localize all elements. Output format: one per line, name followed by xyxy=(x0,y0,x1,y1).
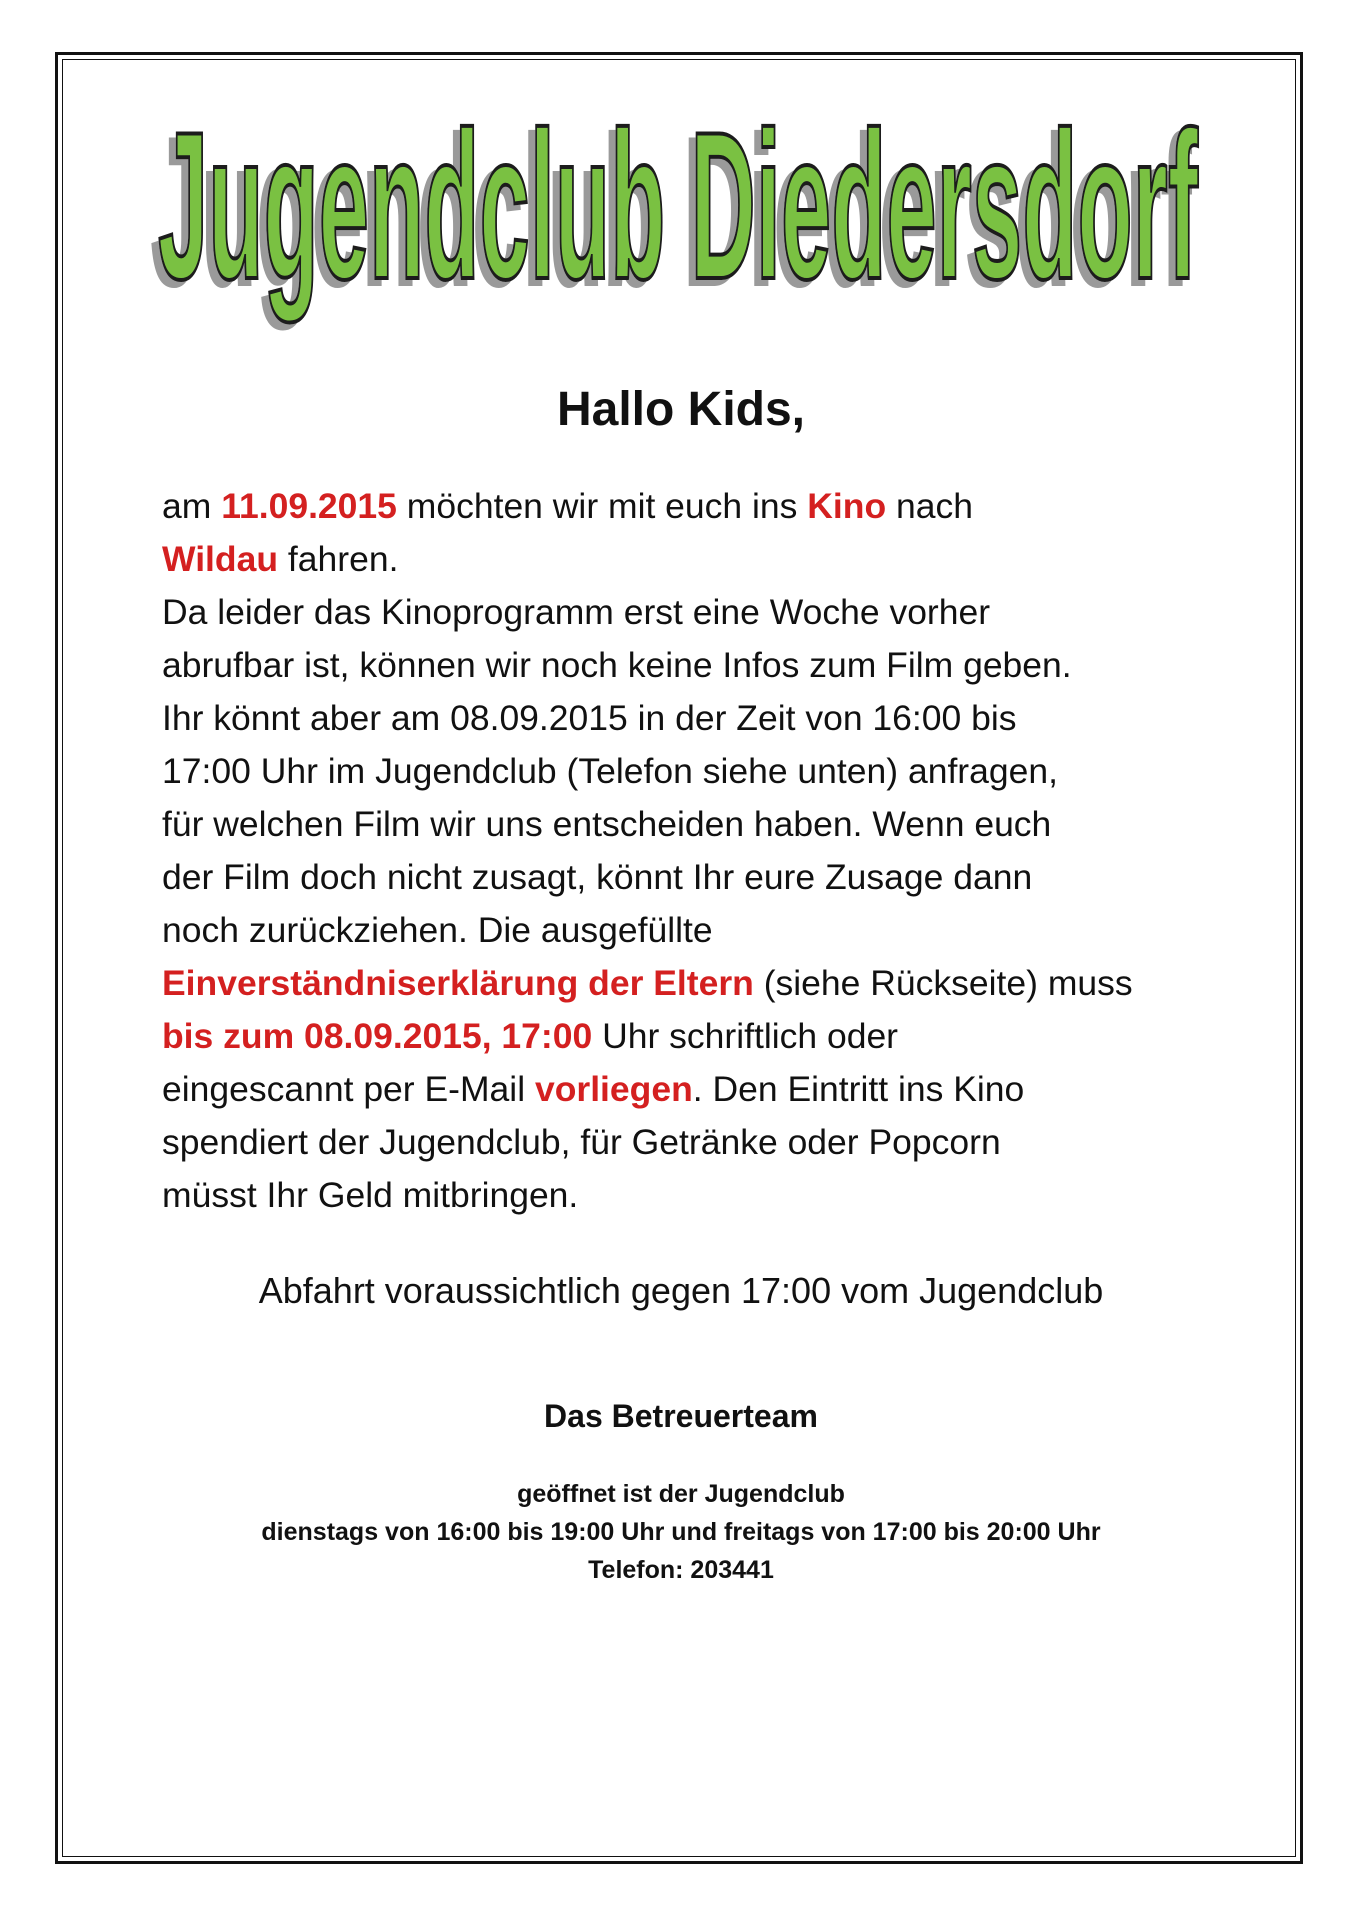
svg-text:Jugendclub Diedersdorf: Jugendclub Diedersdorf xyxy=(158,88,1199,323)
phone-number: Telefon: 203441 xyxy=(588,1556,774,1584)
body-line: abrufbar ist, können wir noch keine Infos zum Film geben. xyxy=(162,645,1072,685)
body-line: bis zum 08.09.2015, 17:00 Uhr schriftlich oder xyxy=(162,1016,899,1056)
footer-line: dienstags von 16:00 bis 19:00 Uhr und freitags von 17:00 bis 20:00 Uhr xyxy=(261,1518,1101,1546)
wildau-highlight: Wildau xyxy=(162,539,279,579)
signature: Das Betreuerteam xyxy=(544,1398,818,1434)
invitation-body xyxy=(162,480,1242,1222)
consent-highlight: Einverständniserklärung der Eltern xyxy=(162,963,754,1003)
body-line: Ihr könnt aber am 08.09.2015 in der Zeit von 16:00 bis xyxy=(162,698,1017,738)
event-date: 11.09.2015 xyxy=(221,486,397,526)
body-line: eingescannt per E-Mail vorliegen. Den Eintritt ins Kino xyxy=(162,1069,1025,1109)
body-line: müsst Ihr Geld mitbringen. xyxy=(162,1175,579,1215)
body-line: Da leider das Kinoprogramm erst eine Woche vorher xyxy=(162,592,991,632)
vorliegen-highlight: vorliegen xyxy=(534,1069,693,1109)
jugendclub-logo xyxy=(148,78,1208,338)
body-line: noch zurückziehen. Die ausgefüllte xyxy=(162,910,713,950)
body-line: Einverständniserklärung der Eltern (siehe Rückseite) muss xyxy=(162,963,1133,1003)
greeting-heading: Hallo Kids, xyxy=(556,383,806,436)
body-line: der Film doch nicht zusagt, könnt Ihr eure Zusage dann xyxy=(162,857,1033,897)
body-line: spendiert der Jugendclub, für Getränke oder Popcorn xyxy=(162,1122,1001,1162)
body-line: Wildau fahren. xyxy=(162,539,399,579)
body-line: für welchen Film wir uns entscheiden haben. Wenn euch xyxy=(162,804,1052,844)
body-line: 17:00 Uhr im Jugendclub (Telefon siehe unten) anfragen, xyxy=(162,751,1058,791)
body-line: am 11.09.2015 möchten wir mit euch ins Kino nach xyxy=(162,486,973,526)
footer-line: geöffnet ist der Jugendclub xyxy=(517,1480,845,1508)
kino-highlight: Kino xyxy=(807,486,887,526)
opening-hours-footer xyxy=(0,1475,1362,1589)
deadline-highlight: bis zum 08.09.2015, 17:00 xyxy=(162,1016,593,1056)
departure-note: Abfahrt voraussichtlich gegen 17:00 vom Jugendclub xyxy=(258,1270,1104,1311)
